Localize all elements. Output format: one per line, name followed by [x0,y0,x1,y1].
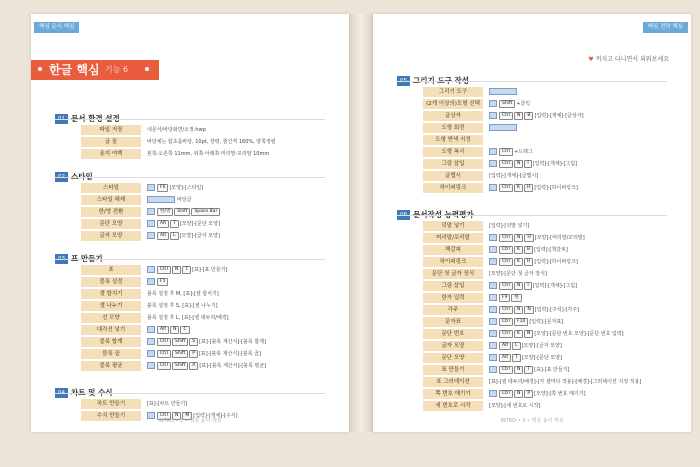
item-label: 문단 모양 [423,353,483,363]
item-desc [489,220,529,232]
key-cap: Shift [174,208,190,216]
item-desc-text: [표]-[차트 만들기] [147,401,188,407]
item-desc [489,340,562,352]
toolbar-icon [147,266,155,273]
item-desc-text: [입력]-[하이퍼링크] [534,185,578,191]
toolbar-icon [489,294,497,301]
item-label: 한/영 전환 [81,207,141,217]
key-cap: Ctrl [499,112,513,120]
key-cap: Ctrl [499,184,513,192]
item-desc [147,218,220,230]
item-desc-text: [모양]-[글자 모양] [179,233,220,239]
key-cap: N [514,390,523,398]
toolbar-icon [147,208,155,215]
item-desc-text: [표]-[블록 계산식]-[블록 평균] [199,363,267,369]
item-desc [147,264,228,276]
item-desc [489,110,584,122]
item-desc [147,148,269,160]
key-cap: T [524,366,533,374]
key-cap: L [170,232,179,240]
toolbar-icon [489,342,497,349]
item-desc-text: [모양]-[쪽 번호 매기기] [534,391,586,397]
key-cap: K [514,246,523,254]
key-cap: C [180,326,189,334]
item-label: 도형 면색 지정 [423,135,483,145]
banner-subtitle: 기능 6 [105,65,129,74]
item-label: 새 번호로 시작 [423,401,483,411]
section-rule [55,259,325,260]
section-header [397,204,474,216]
item-desc-text: 내문서/바탕화면/소정.hwp [147,127,206,133]
key-cap: N [514,112,523,120]
item-desc-text: 바탕체는 함초롬바탕, 10pt, 장평, 줄간격 160%, 양쪽정렬 [147,139,276,145]
toolbar-icon [147,362,155,369]
key-cap: Ctrl [499,246,513,254]
item-label: 한자 입력 [423,293,483,303]
item-desc-text: 블록 설정 후 M, [표]-[셀 합치기] [147,291,219,297]
item-desc-text: 블록 설정 후 L, [표]-[셀 테두리/배경] [147,315,229,321]
item-label: 차트 만들기 [81,399,141,409]
item-label: 스타일 [81,183,141,193]
key-cap: H [524,234,533,242]
item-desc [489,158,577,170]
toolbar-icon [147,326,155,333]
item-label: 문단 첫 글자 장식 [423,269,483,279]
item-desc [489,316,563,328]
item-desc [147,182,203,194]
item-desc-text: [입력]-[덧말 넣기] [489,223,530,229]
item-label: 스타일 해제 [81,195,141,205]
toolbar-icon [147,232,155,239]
item-label: 블록 설정 [81,277,141,287]
section-header [55,248,103,260]
item-desc [489,400,540,412]
item-desc-text: [모양]-[문단 모양] [521,355,563,361]
page-footer: INTRO • 3 • 핵심 용어 핵심 [500,418,564,424]
item-label: 선 모양 [81,313,141,323]
key-cap: Ctrl [499,282,513,290]
item-desc-text: 블록 설정 후 S, [표]-[셀 나누기] [147,303,218,309]
section-rule [55,393,325,394]
item-desc-text: [모양]-[글자 모양] [521,343,562,349]
toolbar-icon [489,112,497,119]
item-desc [147,312,229,324]
item-desc-text: [입력]-[문자표] [529,319,564,325]
item-desc-text: [모양]-[머리말/꼬리말] [534,235,585,241]
key-cap: Ctrl [499,390,513,398]
item-desc [489,244,568,256]
item-label: 덧말 넣기 [423,221,483,231]
key-cap: H [524,258,533,266]
toolbar-icon [147,220,155,227]
item-desc-text: [모양]-[스타일] [169,185,204,191]
item-label: 글자 모양 [423,341,483,351]
key-cap: Ctrl [499,306,513,314]
key-cap: K [514,184,523,192]
item-label: 블록 곱 [81,349,141,359]
toolbar-icon [489,258,497,265]
bullet-icon [145,67,149,71]
key-cap: F5 [157,278,168,286]
item-label: 표 [81,265,141,275]
toolbar-icon [489,234,497,241]
item-desc-text: [입력]-[개체]-[수식] [193,413,238,419]
key-cap: I [524,160,531,168]
item-desc [489,146,533,158]
item-desc [489,98,530,110]
key-cap: Ctrl [157,266,171,274]
item-desc-text: [입력]-[하이퍼링크] [534,259,578,265]
section-header [55,108,120,120]
item-label: 책갈피 [423,245,483,255]
key-cap: Shift [172,362,188,370]
key-cap: N [172,266,181,274]
item-label: 문단 모양 [81,219,141,229]
toolbar-icon [147,184,155,191]
key-cap: N [514,366,523,374]
key-cap: Alt [157,232,169,240]
heart-icon: ♥ [588,56,594,63]
section-rule [397,81,667,82]
item-label: 머리말/꼬리말 [423,233,483,243]
item-label: 수식 만들기 [81,411,141,421]
item-desc-text: [모양]-[문단 첫 글자 장식] [489,271,547,277]
key-cap: Shift [172,350,188,358]
item-label: 하이퍼링크 [423,257,483,267]
key-cap: L [512,342,521,350]
key-cap: A [189,362,198,370]
left-page [31,14,349,432]
key-cap: I [524,282,531,290]
key-cap: T [182,266,191,274]
item-desc [147,194,192,206]
item-desc-text: [표]-[블록 계산식]-[블록 곱] [198,351,261,357]
item-label: 셀 합치기 [81,289,141,299]
item-desc [147,230,220,242]
item-label: 그림 삽입 [423,281,483,291]
item-desc [489,268,547,280]
item-desc [147,288,219,300]
memo-note [588,54,669,63]
toolbar-icon [147,196,175,203]
key-cap: S [189,338,198,346]
item-desc-text: [입력]-[주석]-[각주] [534,307,580,313]
item-label: 도형 회전 [423,123,483,133]
key-cap: F9 [499,294,510,302]
item-desc [489,122,519,134]
item-desc-text: +클릭 [516,101,531,107]
item-label: 하이퍼링크 [423,183,483,193]
item-desc [147,124,206,136]
item-desc [147,398,187,410]
item-label: 대각선 넣기 [81,325,141,335]
item-desc [147,136,276,148]
key-cap: N [170,326,179,334]
toolbar-icon [489,282,497,289]
item-desc-text: [입력]-[책갈피] [534,247,568,253]
memo-text: 꺼지고 다니면서 외워보세요 [595,56,669,63]
item-desc-text: [입력]-[개체]-[그림] [532,161,578,167]
item-desc-text: [모양]-[문단 번호 모양]-[문단 번호 입력] [534,331,624,337]
key-cap: Shift [172,338,188,346]
key-cap: H [524,184,533,192]
book-gutter [349,14,373,432]
key-cap: N [514,306,523,314]
item-desc-text: 왼쪽·오른쪽 11mm, 위쪽·아래쪽·머리말·꼬리말 10mm [147,151,270,157]
item-desc [147,360,266,372]
item-desc [147,276,169,288]
item-label: 글 꼴 [81,137,141,147]
key-cap: Ctrl [499,234,513,242]
key-cap: Ctrl [157,350,171,358]
item-desc-text: [표]-[표 만들기] [534,367,570,373]
toolbar-icon [489,354,497,361]
key-cap: 한/영 [157,208,173,216]
key-cap: P [189,350,198,358]
item-label: 도형 복사 [423,147,483,157]
key-cap: P [524,390,533,398]
item-label: 그림 삽입 [423,159,483,169]
key-cap: T [512,354,521,362]
title-banner [31,60,159,80]
key-cap: Space Bar [191,208,220,216]
item-desc [147,300,218,312]
toolbar-icon [489,246,497,253]
item-desc [147,206,221,218]
key-cap: N [524,330,533,338]
item-desc-text: [입력]-[개체]-[그림] [532,283,578,289]
toolbar-icon [147,338,155,345]
key-cap: Ctrl [499,160,513,168]
item-label: 표 그러데이션 [423,377,483,387]
key-cap: Ctrl [157,412,171,420]
section-rule [55,177,325,178]
banner-title: 한글 핵심 [49,63,100,77]
key-cap: N [514,282,523,290]
key-cap: Shift [499,100,515,108]
item-label: 각주 [423,305,483,315]
key-cap: Ctrl [499,318,513,326]
item-desc-text: [표]-[셀 테두리/배경]-[각 셀마다 적용]-[배경]-[그러데이션 지정 적용] [489,379,642,385]
toolbar-icon [489,148,497,155]
toolbar-icon [489,124,517,131]
item-desc [489,304,579,316]
key-cap: N [172,412,181,420]
item-desc [489,328,624,340]
right-page [373,14,691,432]
item-desc [489,86,519,98]
toolbar-icon [489,306,497,313]
item-desc-text: [입력]-[개체]-[글상자] [534,113,584,119]
key-cap: B [524,246,533,254]
item-label: 셀 나누기 [81,301,141,311]
item-desc [489,232,585,244]
item-label: 블록 평균 [81,361,141,371]
item-label: 글자 모양 [81,231,141,241]
item-desc-text: [입력]-[개체]-[글맵시] [489,173,539,179]
key-cap: M [182,412,192,420]
item-label: 용지 여백 [81,149,141,159]
bullet-icon [38,67,42,71]
item-desc-text: [모양]-[새 번호로 시작] [489,403,541,409]
toolbar-icon [489,366,497,373]
item-label: 쪽 번호 매기기 [423,389,483,399]
toolbar-icon [489,330,497,337]
section-rule [55,119,325,120]
key-cap: F6 [157,184,168,192]
item-desc-text: [표]-[표 만들기] [192,267,228,273]
left-tab: 핵심 문서 핵심 [34,22,79,33]
key-cap: Alt [157,326,169,334]
item-desc [489,256,578,268]
section-header [55,382,112,394]
item-desc [489,376,641,388]
item-label: (2개 이상의)도형 선택 [423,99,483,109]
item-desc [489,292,523,304]
key-cap: Ctrl [499,258,513,266]
section-rule [397,215,667,216]
item-desc [489,182,578,194]
item-label: 문단 번호 [423,329,483,339]
item-desc [489,352,562,364]
key-cap: Alt [499,342,511,350]
item-label: 그리기 도구 [423,87,483,97]
key-cap: Ctrl [499,148,513,156]
section-header [397,70,469,82]
key-cap: F10 [514,318,528,326]
section-header [55,166,93,178]
item-label: 글상자 [423,111,483,121]
item-label: 글맵시 [423,171,483,181]
item-desc [489,170,538,182]
item-desc-text: 바탕글 [177,197,192,203]
key-cap: B [524,112,533,120]
item-desc [147,336,266,348]
key-cap: Ctrl [157,338,171,346]
toolbar-icon [489,160,497,167]
key-cap: Ctrl [499,330,513,338]
item-desc [147,324,191,336]
key-cap: T [170,220,179,228]
item-desc [489,388,586,400]
item-desc [489,280,577,292]
item-label: 표 만들기 [423,365,483,375]
item-desc-text: [표]-[블록 계산식]-[블록 합계] [199,339,266,345]
key-cap: N [514,160,523,168]
key-cap: Ctrl [499,366,513,374]
key-cap: Alt [157,220,169,228]
toolbar-icon [489,390,497,397]
item-desc-text: [모양]-[문단 모양] [179,221,221,227]
key-cap: K [514,258,523,266]
toolbar-icon [489,318,497,325]
item-label: 블록 합계 [81,337,141,347]
toolbar-icon [489,100,497,107]
toolbar-icon [147,350,155,357]
item-desc [147,348,261,360]
toolbar-icon [489,184,497,191]
key-cap: K [514,330,523,338]
item-desc-text: +드래그 [514,149,533,155]
key-cap: N [514,234,523,242]
item-label: 파일 저장 [81,125,141,135]
item-label: 문자표 [423,317,483,327]
key-cap: Ctrl [157,362,171,370]
page-footer: INTRO • 2 • 핵심 용어 핵심 [158,418,222,424]
toolbar-icon [147,278,155,285]
toolbar-icon [489,88,517,95]
key-cap: Alt [499,354,511,362]
item-desc [489,364,570,376]
right-tab: 핵심 전략 핵심 [643,22,688,33]
key-cap: 한 [511,294,521,302]
key-cap: N [524,306,533,314]
